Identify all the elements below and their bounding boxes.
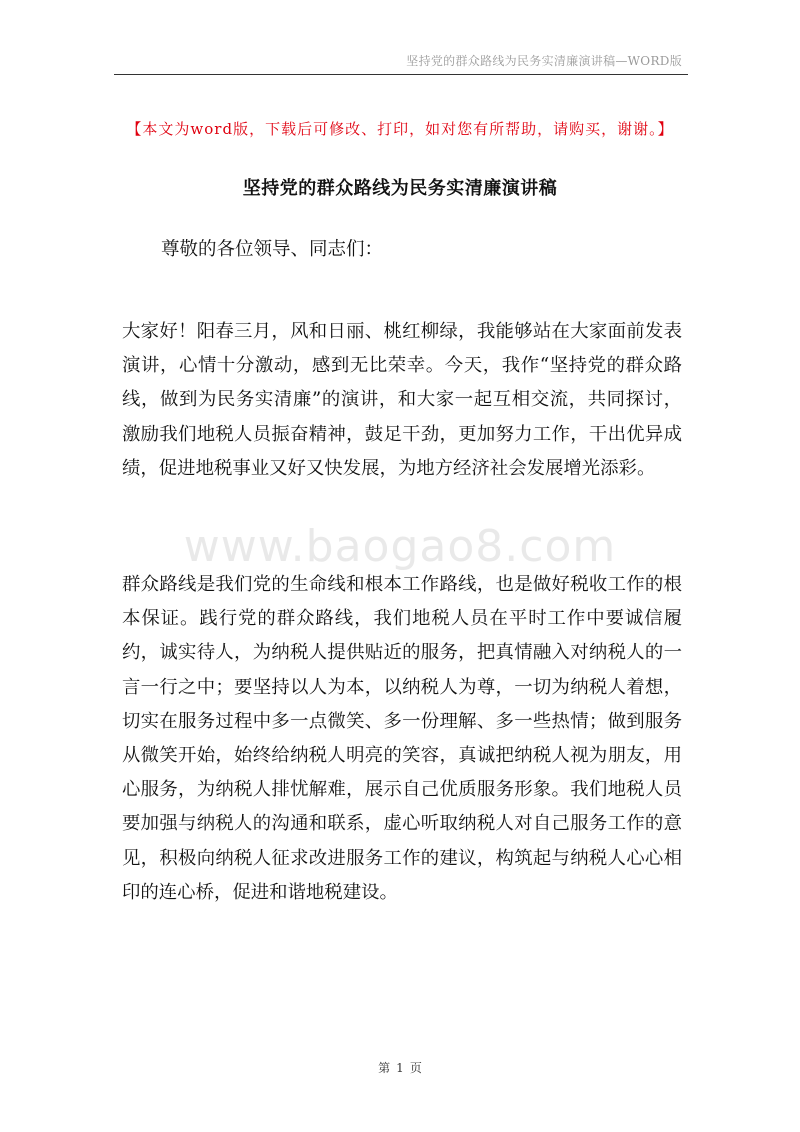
page-prefix: 第 <box>378 1061 391 1075</box>
running-header: 坚持党的群众路线为民务实清廉演讲稿—WORD版 <box>406 54 682 68</box>
body-paragraph-1: 大家好！阳春三月，风和日丽、桃红柳绿，我能够站在大家面前发表演讲，心情十分激动，感到无比荣幸。今天，我作“坚持党的群众路线，做到为民务实清廉”的演讲，和大家一起互相交流，共同探讨，激励我们地税人员振奋精神，鼓足干劲，更加努力工作，干出优异成绩，促进地税事业又好又快发展，为地方经济社会发展增光添彩。 <box>122 321 682 479</box>
watermark: www.baogao8.com <box>183 521 617 572</box>
page-footer <box>0 1059 800 1076</box>
body-paragraph-2: 群众路线是我们党的生命线和根本工作路线，也是做好税收工作的根本保证。践行党的群众路线，我们地税人员在平时工作中要诚信履约，诚实待人，为纳税人提供贴近的服务，把真情融入对纳税人的一言一行之中；要坚持以人为本，以纳税人为尊，一切为纳税人着想，切实在服务过程中多一点微笑、多一份理解、多一些热情；做到服务从微笑开始，始终给纳税人明亮的笑容，真诚把纳税人视为朋友，用心服务，为纳税人排忧解难，展示自己优质服务形象。我们地税人员要加强与纳税人的沟通和联系，虚心听取纳税人对自己服务工作的意见，积极向纳税人征求改进服务工作的建议，构筑起与纳税人心心相印的连心桥，促进和谐地税建设。 <box>122 574 682 903</box>
header-divider <box>114 74 688 75</box>
page-suffix: 页 <box>409 1061 422 1075</box>
download-notice: 【本文为word版，下载后可修改、打印，如对您有所帮助，请购买，谢谢。】 <box>126 120 674 138</box>
document-title: 坚持党的群众路线为民务实清廉演讲稿 <box>242 178 558 199</box>
page-number: 1 <box>396 1061 404 1075</box>
salutation: 尊敬的各位领导、同志们： <box>161 239 384 260</box>
